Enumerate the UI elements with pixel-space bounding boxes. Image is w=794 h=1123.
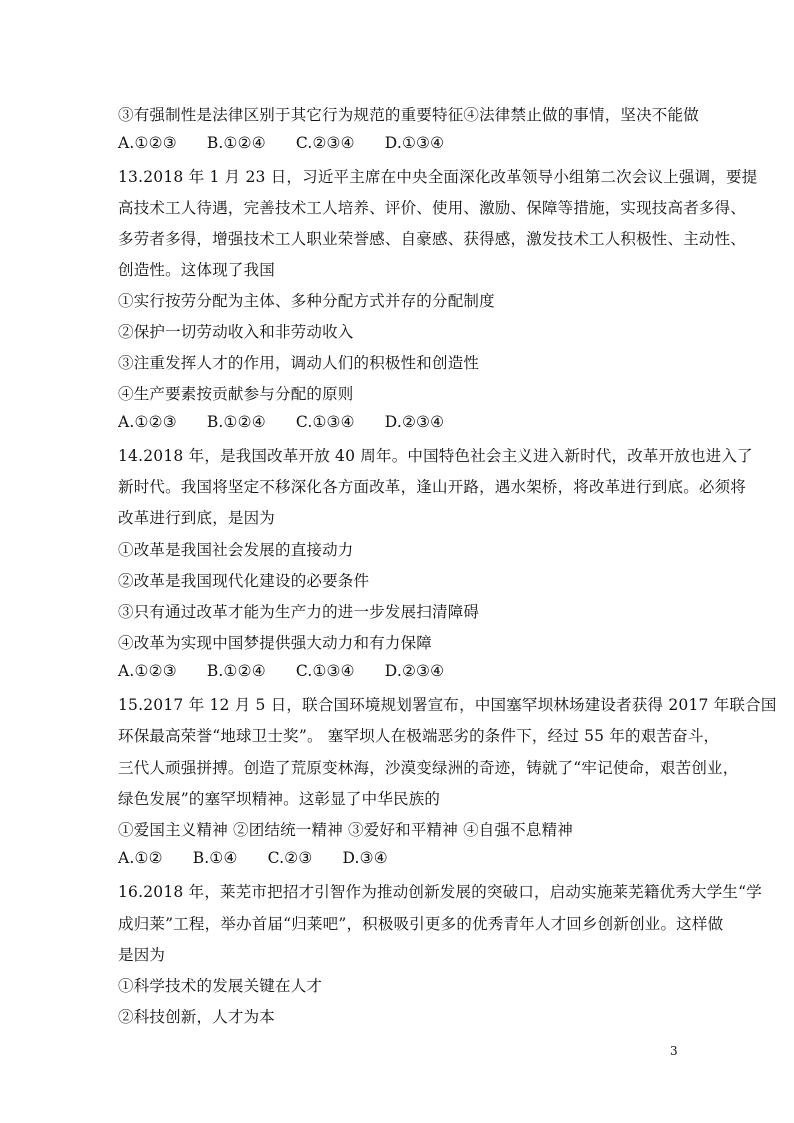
q14-statement-4: ④改革为实现中国梦提供强大动力和有力保障	[118, 634, 433, 652]
q14-options	[118, 662, 444, 680]
q13-statement-3: ③注重发挥人才的作用，调动人们的积极性和创造性	[118, 354, 480, 372]
option-b: B.①④	[192, 849, 238, 867]
q16-stem-line-2: 成归莱”工程，举办首届“归莱吧”，积极吸引更多的优秀青年人才回乡创新创业。这样做	[118, 915, 724, 933]
q14-statement-1: ①改革是我国社会发展的直接动力	[118, 541, 354, 559]
q15-stem-line-3: 三代人顽强拼搏。创造了荒原变林海，沙漠变绿洲的奇迹，铸就了“牢记使命，艰苦创业，	[118, 759, 739, 777]
option-a: A.①②③	[118, 134, 177, 152]
q15-stem-line-1: 15.2017 年 12 月 5 日，联合国环境规划署宣布，中国塞罕坝林场建设者获得 2017 年联合国	[118, 696, 777, 714]
q14-statement-3: ③只有通过改革才能为生产力的进一步发展扫清障碍	[118, 603, 480, 621]
option-d: D.③④	[342, 849, 388, 867]
q13-stem-line-3: 多劳者多得，增强技术工人职业荣誉感、自豪感、获得感，激发技术工人积极性、主动性、	[118, 230, 747, 248]
q13-stem-line-2: 高技术工人待遇，完善技术工人培养、评价、使用、激励、保障等措施，实现技高者多得、	[118, 199, 747, 217]
option-c: C.②③	[267, 849, 313, 867]
option-c: C.①③④	[295, 413, 355, 431]
option-d: D.②③④	[384, 662, 445, 680]
q13-options	[118, 413, 444, 431]
q13-statement-2: ②保护一切劳动收入和非劳动收入	[118, 323, 354, 341]
q14-statement-2: ②改革是我国现代化建设的必要条件	[118, 572, 370, 590]
option-c: C.②③④	[295, 134, 355, 152]
option-a: A.①②③	[118, 662, 177, 680]
q16-statement-1: ①科学技术的发展关键在人才	[118, 977, 323, 995]
q14-stem-line-1: 14.2018 年，是我国改革开放 40 周年。中国特色社会主义进入新时代，改革开放也进入了	[118, 447, 753, 465]
option-d: D.①③④	[384, 134, 445, 152]
q13-stem-line-1: 13.2018 年 1 月 23 日，习近平主席在中央全面深化改革领导小组第二次会议上强调，要提	[118, 168, 758, 186]
q12-statement-line: ③有强制性是法律区别于其它行为规范的重要特征④法律禁止做的事情，坚决不能做	[118, 106, 699, 124]
q16-stem-line-3: 是因为	[118, 946, 166, 964]
page-number: 3	[670, 1044, 678, 1058]
q13-statement-4: ④生产要素按贡献参与分配的原则	[118, 385, 354, 403]
q16-statement-2: ②科技创新，人才为本	[118, 1008, 276, 1026]
option-a: A.①②	[118, 849, 163, 867]
option-b: B.①②④	[206, 413, 266, 431]
option-b: B.①②④	[206, 134, 266, 152]
q12-options	[118, 134, 444, 152]
q14-stem-line-2: 新时代。我国将坚定不移深化各方面改革，逢山开路，遇水架桥，将改革进行到底。必须将	[118, 478, 747, 496]
option-a: A.①②③	[118, 413, 177, 431]
option-d: D.②③④	[384, 413, 445, 431]
q13-stem-line-4: 创造性。这体现了我国	[118, 261, 276, 279]
option-c: C.①③④	[295, 662, 355, 680]
q15-statements: ①爱国主义精神 ②团结统一精神 ③爱好和平精神 ④自强不息精神	[118, 821, 573, 839]
q13-statement-1: ①实行按劳分配为主体、多种分配方式并存的分配制度	[118, 292, 495, 310]
q15-options	[118, 849, 388, 867]
q15-stem-line-2: 环保最高荣誉“地球卫士奖”。 塞罕坝人在极端恶劣的条件下，经过 55 年的艰苦奋斗，	[118, 727, 720, 745]
q15-stem-line-4: 绿色发展”的塞罕坝精神。这彰显了中华民族的	[118, 790, 441, 808]
q14-stem-line-3: 改革进行到底，是因为	[118, 509, 276, 527]
q16-stem-line-1: 16.2018 年，莱芜市把招才引智作为推动创新发展的突破口，启动实施莱芜籍优秀大学生“学	[118, 883, 762, 901]
option-b: B.①②④	[206, 662, 266, 680]
